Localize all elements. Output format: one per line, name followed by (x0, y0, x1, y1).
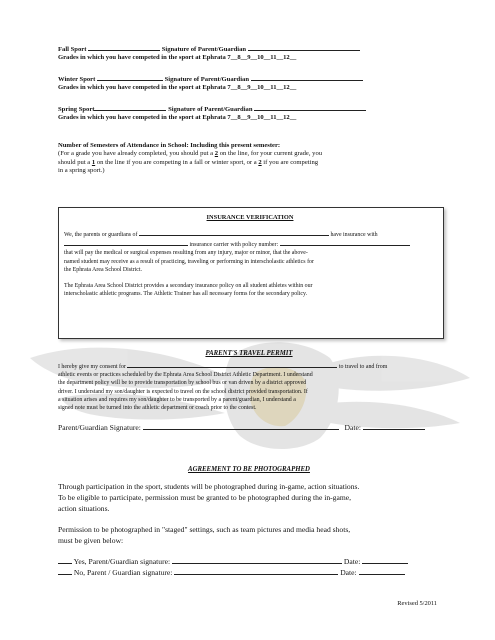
winter-signature-line[interactable] (251, 74, 363, 81)
travel-permit-section: PARENT'S TRAVEL PERMIT I hereby give my consent for to travel to and from athletic events or practices scheduled by the Ephrata Area School District Athletic Department. I understand the department policy will be to provide transportation by school bus or van driven by a district approved driver. I understand my son/daughter is expected to travel on the school district provided transportation. If a situation arises and requires my son/daughter to be transported by a parent/guardian, I understand a signed note must be turned into the athletic department or coach prior to the contest. Parent/Guardian Signature: Date: (58, 350, 440, 433)
fall-grades: Grades in which you have competed in the sport at Ephrata 7__8__9__10__11__12__ (58, 54, 297, 62)
fall-sig-label: Signature of Parent/Guardian (161, 46, 247, 53)
yes-date-label: Date: (343, 557, 361, 566)
fall-sport-line[interactable] (88, 44, 160, 51)
insurance-carrier-line[interactable] (64, 239, 188, 246)
travel-line-2: athletic events or practices scheduled by the Ephrata Area School District Athletic Department. I understand (58, 372, 313, 379)
semesters-line-1: (For a grade you have already completed, you should put a 2 on the line, for your current grade, you (58, 150, 323, 158)
semesters-line-2: should put a 1 on the line if you are competing in a fall or winter sport, or a 2 if you are competing (58, 158, 319, 166)
spring-signature-line[interactable] (254, 104, 366, 111)
insurance-section: INSURANCE VERIFICATION We, the parents or guardians of have insurance with insurance carrier with policy number: that will pay the medical or surgical expenses resulting from any injury, major or minor, that the above- named student may receive as a result of practicing, traveling or performing in interscholastic athletics for the Ephrata Area School District. The Ephrata Area School District provides a secondary insurance policy on all student athletes within our interscholastic athletic programs. The Athletic Trainer has all necessary forms for the secondary policy. (64, 214, 436, 298)
winter-grades: Grades in which you have competed in the sport at Ephrata 7__8__9__10__11__12__ (58, 84, 297, 92)
insurance-line-2: insurance carrier with policy number: (189, 242, 279, 249)
photo-line-4: Permission to be photographed in "staged" settings, such as team pictures and media head shots, (58, 525, 351, 534)
no-check-line[interactable] (58, 568, 72, 575)
photo-line-5: must be given below: (58, 536, 124, 545)
travel-line-3: the department policy will be to provide transportation by school bus or van driven by a district approved (58, 380, 307, 387)
yes-check-line[interactable] (58, 557, 72, 564)
photo-line-3: action situations. (58, 504, 110, 513)
winter-sport-label: Winter Sport (58, 76, 96, 83)
photo-line-1: Through participation in the sport, students will be photographed during in-game, action situations. (58, 482, 360, 491)
no-date-line[interactable] (359, 568, 405, 575)
semesters-section (58, 142, 440, 176)
photo-line-2: To be eligible to participate, permission must be granted to be photographed during the in-game, (58, 493, 352, 502)
travel-signature-line[interactable] (143, 423, 339, 430)
travel-date-label: Date: (344, 423, 361, 433)
insurance-line-6: The Ephrata Area School District provides a secondary insurance policy on all student athletes within our (64, 283, 313, 290)
insurance-title: INSURANCE VERIFICATION (206, 214, 294, 221)
travel-line-6: signed note must be turned into the athletic department or coach prior to the contest. (58, 405, 257, 412)
spring-grades: Grades in which you have competed in the sport at Ephrata 7__8__9__10__11__12__ (58, 114, 297, 122)
insurance-line-5: the Ephrata Area School District. (64, 266, 143, 273)
no-signature-line[interactable] (174, 568, 338, 575)
no-date-label: Date: (340, 568, 357, 577)
insurance-line-3: that will pay the medical or surgical expenses resulting from any injury, major or minor, that the above- (64, 250, 308, 257)
winter-sig-label: Signature of Parent/Guardian (164, 76, 250, 83)
fall-sport-section (58, 44, 440, 63)
photo-title: AGREEMENT TO BE PHOTOGRAPHED (188, 466, 310, 473)
winter-sport-section (58, 74, 440, 93)
travel-date-line[interactable] (363, 423, 425, 430)
photo-agreement-section (58, 466, 440, 578)
travel-line-5: a situation arises and requires my son/daughter to be transported by a parent/guardian, I understand a (58, 396, 296, 403)
travel-sig-label: Parent/Guardian Signature: (58, 423, 141, 433)
consent-name-line[interactable] (127, 361, 337, 368)
yes-date-line[interactable] (362, 557, 408, 564)
travel-title: PARENT'S TRAVEL PERMIT (205, 350, 293, 357)
travel-line-4: driver. I understand my son/daughter is expected to travel on the school district provided transportation. If (58, 388, 308, 395)
insurance-line-1: We, the parents or guardians of (64, 232, 138, 238)
student-name-line[interactable] (139, 229, 329, 236)
spring-sig-label: Signature of Parent/Guardian (168, 106, 253, 113)
spring-sport-section (58, 104, 440, 123)
yes-label: Yes, Parent/Guardian signature: (73, 557, 171, 566)
spring-sport-line[interactable] (94, 104, 166, 111)
spring-sport-label: Spring Sport (58, 106, 95, 113)
policy-number-line[interactable] (280, 239, 410, 246)
revised-date: Revised 5/2011 (397, 600, 437, 607)
winter-sport-line[interactable] (97, 74, 163, 81)
fall-sport-label: Fall Sport (58, 46, 87, 53)
semesters-line-3: in a spring sport.) (58, 167, 105, 175)
semesters-title: Number of Semesters of Attendance in School: Including this present semester: (58, 142, 281, 149)
insurance-line-7: interscholastic athletic programs. The Athletic Trainer has all necessary forms for the secondary policy. (64, 291, 308, 298)
fall-signature-line[interactable] (248, 44, 360, 51)
insurance-line-4: named student may receive as a result of practicing, traveling or performing in interscholastic athletics for (64, 258, 314, 265)
yes-signature-line[interactable] (172, 557, 342, 564)
travel-line-1: I hereby give my consent for (58, 364, 126, 370)
no-label: No, Parent / Guardian signature: (73, 568, 173, 577)
